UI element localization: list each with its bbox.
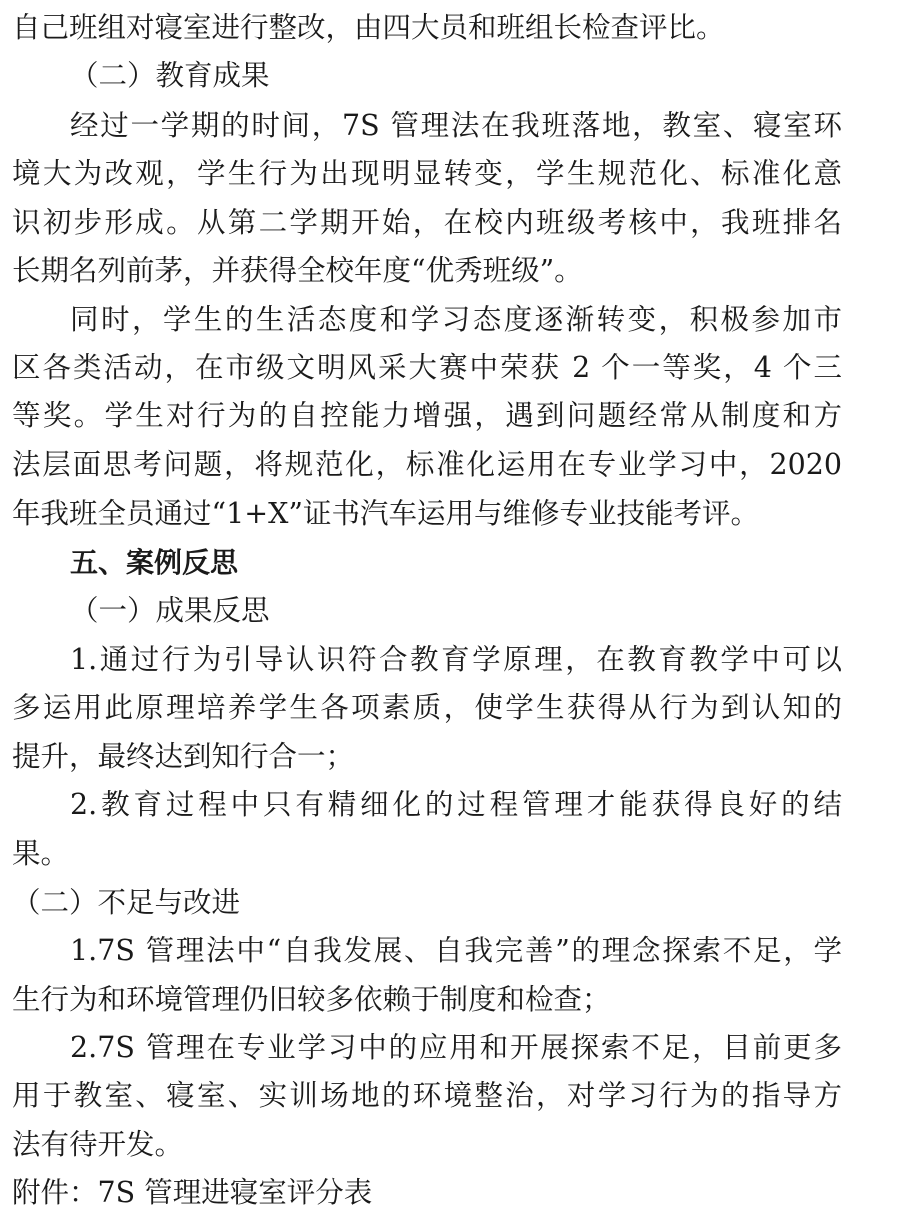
paragraph-line: 自己班组对寝室进行整改，由四大员和班组长检查评比。 xyxy=(12,11,725,44)
paragraph-line: 生行为和环境管理仍旧较多依赖于制度和检查； xyxy=(12,983,611,1016)
paragraph-line: 区各类活动，在市级文明风采大赛中荣获 2 个一等奖，4 个三 xyxy=(12,351,842,384)
subsection-heading-results-reflection: （一）成果反思 xyxy=(70,594,270,627)
paragraph-line: 年我班全员通过“1+X”证书汽车运用与维修专业技能考评。 xyxy=(12,497,759,530)
paragraph-line: 2.7S 管理在专业学习中的应用和开展探索不足，目前更多 xyxy=(70,1031,842,1064)
paragraph-line: 多运用此原理培养学生各项素质，使学生获得从行为到认知的 xyxy=(12,691,842,724)
paragraph-line: 法有待开发。 xyxy=(12,1128,184,1161)
paragraph-line: 境大为改观，学生行为出现明显转变，学生规范化、标准化意 xyxy=(12,157,842,190)
paragraph-line: 1.7S 管理法中“自我发展、自我完善”的理念探索不足，学 xyxy=(70,934,842,967)
subsection-heading-education-results: （二）教育成果 xyxy=(70,59,270,92)
attachment-line: 附件：7S 管理进寝室评分表 xyxy=(12,1176,373,1209)
paragraph-line: 1.通过行为引导认识符合教育学原理，在教育教学中可以 xyxy=(70,643,842,676)
paragraph-line: 经过一学期的时间，7S 管理法在我班落地，教室、寝室环 xyxy=(70,109,842,142)
paragraph-line: 识初步形成。从第二学期开始，在校内班级考核中，我班排名 xyxy=(12,206,842,239)
paragraph-line: 提升，最终达到知行合一； xyxy=(12,740,355,773)
paragraph-line: 等奖。学生对行为的自控能力增强，遇到问题经常从制度和方 xyxy=(12,399,842,432)
paragraph-line: 用于教室、寝室、实训场地的环境整治，对学习行为的指导方 xyxy=(12,1079,842,1112)
paragraph-line: 长期名列前茅，并获得全校年度“优秀班级”。 xyxy=(12,254,583,287)
paragraph-line: 2.教育过程中只有精细化的过程管理才能获得良好的结 xyxy=(70,788,842,821)
paragraph-line: 同时，学生的生活态度和学习态度逐渐转变，积极参加市 xyxy=(70,303,842,336)
paragraph-line: 法层面思考问题，将规范化，标准化运用在专业学习中，2020 xyxy=(12,448,842,481)
section-heading-case-reflection: 五、案例反思 xyxy=(70,546,239,579)
subsection-heading-shortcomings: （二）不足与改进 xyxy=(12,886,241,919)
paragraph-line: 果。 xyxy=(12,837,70,870)
